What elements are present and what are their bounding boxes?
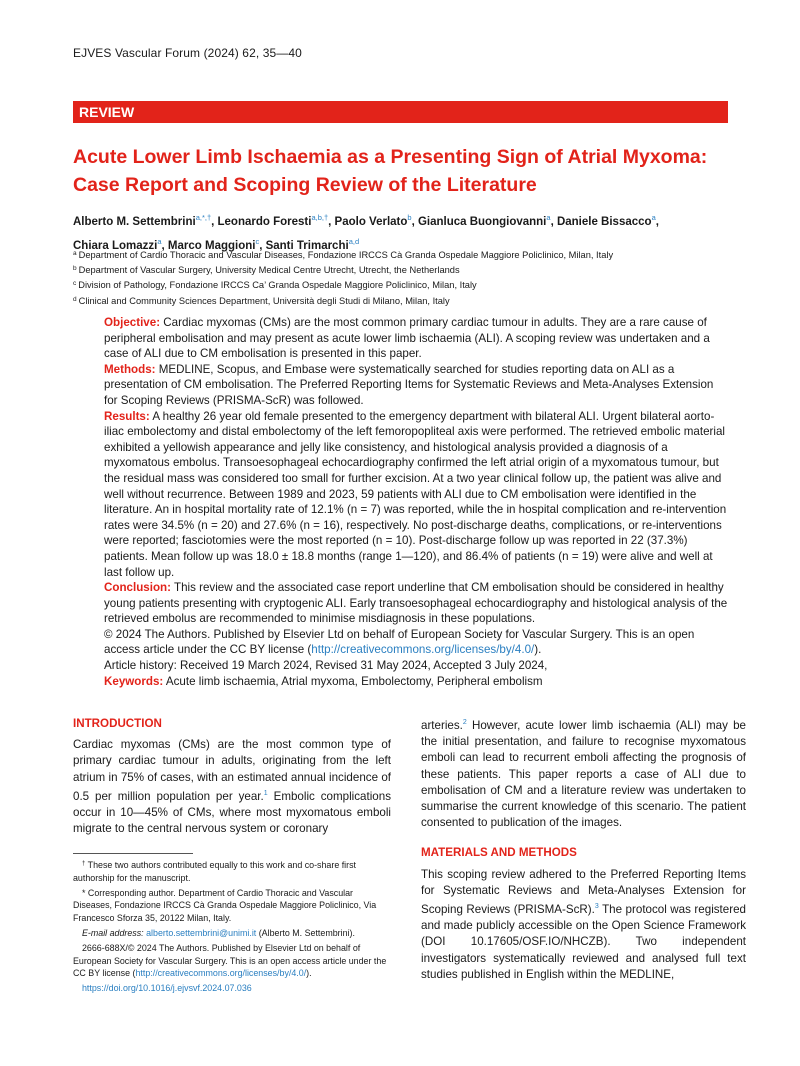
abstract-copyright: © 2024 The Authors. Published by Elsevier Ltd on behalf of European Society for Vascular Surgery. This is an open access article under the CC BY license (http://creativecommons.org/licenses/by/4.0/). [104,627,695,657]
footnote-dagger: † These two authors contributed equally to this work and co-share first authorship for the manuscript. [73,860,357,883]
author-affiliation-mark[interactable]: a,d [348,237,360,246]
author-affiliation-mark[interactable]: b [407,213,412,222]
section-tag-bar [73,101,728,123]
doi-link[interactable]: https://doi.org/10.1016/j.ejvsvf.2024.07.036 [82,983,252,994]
author-affiliation-mark[interactable]: c [255,237,260,246]
affiliation-list [73,247,743,308]
author-name: Gianluca Buongiovanni [417,216,547,228]
intro-continuation-text: arteries. [421,719,463,732]
citation-ref[interactable]: 2 [462,719,467,726]
license-link[interactable]: http://creativecommons.org/licenses/by/4.0/ [311,643,535,657]
license-link-footer[interactable]: http://creativecommons.org/licenses/by/4.0/ [135,968,307,979]
article-history: Article history: Received 19 March 2024, Revised 31 May 2024, Accepted 3 July 2024, [104,659,548,673]
intro-paragraph: Cardiac myxomas (CMs) are the most common type of primary cardiac tumour in adults, originating from the left atrium in 75% of cases, with an estimated annual incidence of 0.5 per million population per year.$^1$ Embolic complications occur in 10—45% of CMs, where most myxomatous emboli migrate to the central nervous system or coronary [73,738,391,836]
article-title: Acute Lower Limb Ischaemia as a Presenting Sign of Atrial Myxoma: Case Report and Scoping Review of the Literature [73,146,708,196]
intro-heading: INTRODUCTION [73,717,162,730]
intro-continuation-text: However, acute lower limb ischaemia (ALI) may be the initial presentation, and failure to recognise myxomatous emboli can lead to recurrent emboli affecting the prognosis of these patients. This paper reports a case of ALI due to embolisation of CM and a literature review was undertaken to summarise the current knowledge of this scenario. The patient consented to publication of the images. [421,719,746,830]
author-list: Alberto M. Settembrini$^{a,*,\dagger}$, Leonardo Foresti$^{a,b,\dagger}$, Paolo Verlato$^b$, Gianluca Buongiovanni$^a$, Daniele Bissacco$^a$, Chiara Lomazzi$^a$, Marco Maggioni$^c$, Santi Trimarchi$^{a,d}$ [73,213,659,252]
right-column [421,715,746,1045]
abstract-methods: Methods: MEDLINE, Scopus, and Embase were systematically searched for studies reporting data on ALI as a presentation of CM embolisation. The Preferred Reporting Items for Systematic Reviews and Meta-Analyses Extension for Scoping Reviews (PRISMA-ScR) was followed. [104,362,714,407]
author-affiliation-mark[interactable]: a [651,213,656,222]
abstract-results: Results: A healthy 26 year old female presented to the emergency department with bilateral ALI. Urgent bilateral aorto-iliac embolectomy and distal embolectomy of the left femoropopliteal axis were performed. The retrieved embolic material exhibited a yellowish appearance and jelly like consistency, and histological analysis provided a diagnosis of a myxomatous embolus. Transoesophageal echocardiography confirmed the left atrial origin of a myxomatous tumour, but the residual mass was considered too small for further excision. At a two year clinical follow up, the patient was alive and well without recurrence. Between 1989 and 2023, 59 patients with ALI due to CM embolisation were identified in the literature. An in hospital mortality rate of 12.1% (n = 7) was reported, while the in hospital complication and re-intervention rates were 34.5% (n = 20) and 27.6% (n = 16), respectively. No post-discharge deaths, complications, or re-interventions were reported; fasciotomies were the most reported (n = 10). Post-discharge follow up was reported in 22 (37.3%) patients. Mean follow up was 18.0 ± 18.8 months (range 1—120), and 86.4% of patients (n = 19) were alive and well at last follow up. [104,409,727,579]
footnote-email: E-mail address: alberto.settembrini@unimi.it (Alberto M. Settembrini). [82,927,355,938]
author-name: Leonardo Foresti [217,216,312,228]
author-affiliation-mark[interactable]: a,*,† [195,213,212,222]
author-name: Daniele Bissacco [556,216,652,228]
intro-column-left [73,716,391,851]
footnotes [73,858,391,997]
keywords: Keywords: Acute limb ischaemia, Atrial myxoma, Embolectomy, Peripheral embolism [104,674,543,688]
citation-ref[interactable]: 3 [594,903,599,911]
methods-heading: MATERIALS AND METHODS [421,846,577,860]
affiliation-item: $^a$ Department of Cardio Thoracic and Vascular Diseases, Fondazione IRCCS Cà Granda Ospedale Maggiore Policlinico, Milan, Italy [73,250,614,260]
affiliation-item: $^b$ Department of Vascular Surgery, University Medical Centre Utrecht, Utrecht, the Netherlands [73,265,460,276]
abstract-conclusion: Conclusion: This review and the associated case report underline that CM embolisation should be considered in healthy young patients presenting with cryptogenic ALI. Early transoesophageal echocardiography and histological analysis of the retrieved embolus are recommended to minimise misdiagnosis in these populations. [104,581,728,626]
section-tag: REVIEW [79,104,135,120]
author-name: Santi Trimarchi [265,240,349,252]
author-name: Alberto M. Settembrini [73,216,196,228]
author-affiliation-mark[interactable]: a,b,† [311,213,329,222]
affiliation-item: $^c$ Division of Pathology, Fondazione IRCCS Ca’ Granda Ospedale Maggiore Policlinico, Milan, Italy [73,280,477,291]
journal-citation: EJVES Vascular Forum (2024) 62, 35—40 [73,46,302,60]
abstract [104,315,728,689]
methods-paragraph: This scoping review adhered to the Preferred Reporting Items for Systematic Reviews and Meta-Analyses Extension for Scoping Reviews (PRISMA-ScR).$^3$ The protocol was registered and made publicly accessible on the Open Science Framework (DOI 10.17605/OSF.IO/NHCZB). Two independent investigators systematically reviewed and analysed full text studies published in English within the MEDLINE, [421,867,746,981]
abstract-objective: Objective: Cardiac myxomas (CMs) are the most common primary cardiac tumour in adults. They are a rare cause of peripheral embolisation and may present as acute lower limb ischaemia (ALI). A scoping review was undertaken and a case of ALI due to CM embolisation is presented in this paper. [104,316,710,361]
affiliation-item: $^d$ Clinical and Community Sciences Department, Università degli Studi di Milano, Milan, Italy [73,295,450,306]
footnote-corresponding: * Corresponding author. Department of Cardio Thoracic and Vascular Diseases, Fondazione IRCCS Cà Granda Ospedale Maggiore Policlinico, Via Francesco Sforza 35, 20122 Milan, Italy. [73,887,377,924]
author-name: Chiara Lomazzi [73,240,158,252]
author-name: Marco Maggioni [167,240,256,252]
intro-continuation [421,715,746,831]
citation-ref[interactable]: 1 [263,789,268,797]
author-affiliation-mark[interactable]: a [157,237,162,246]
footnote-divider [73,853,193,854]
email-link[interactable]: alberto.settembrini@unimi.it [146,927,257,938]
footnote-issn: 2666-688X/© 2024 The Authors. Published by Elsevier Ltd on behalf of European Society for Vascular Surgery. This is an open access article under the CC BY license (http://creativecommons.org/licenses/by/4.0/). [73,942,387,979]
author-name: Paolo Verlato [334,216,408,228]
author-affiliation-mark[interactable]: a [546,213,551,222]
